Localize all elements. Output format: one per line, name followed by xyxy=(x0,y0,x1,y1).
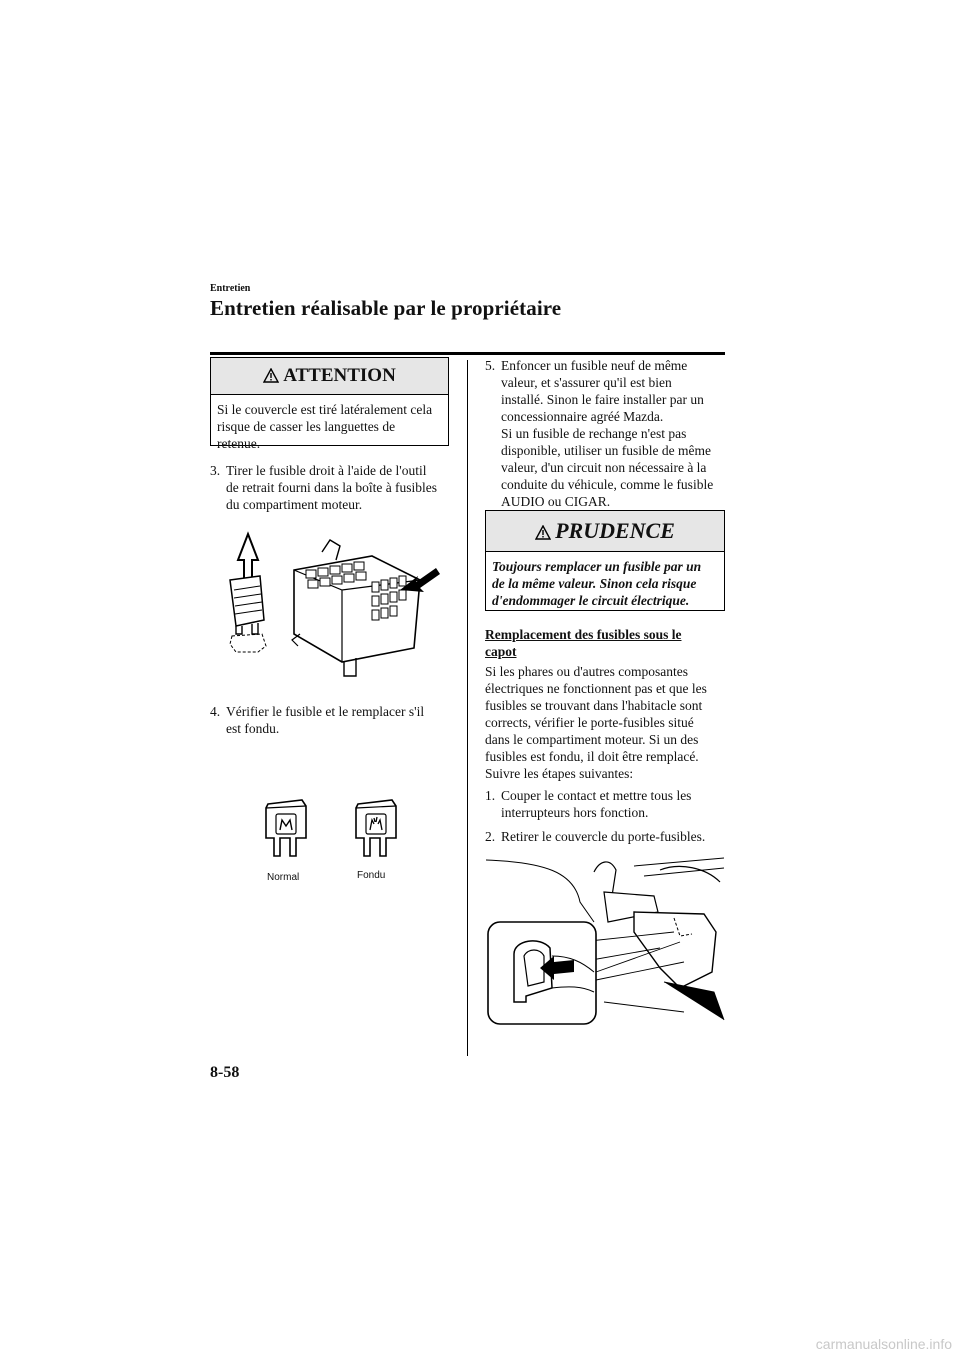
fuse-puller-illustration xyxy=(222,530,444,680)
hood-fuses-paragraph: Si les phares ou d'autres composantes électriques ne fonctionnent pas et que les fusibles se trouvant dans l'habitacle sont corrects, vérifier le porte-fusibles situé dans le compartiment moteur. Si un des fusibles est fondu, il doit être remplacé. Suivre les étapes suivantes: xyxy=(485,664,707,781)
header-rule xyxy=(210,352,725,355)
page-number: 8-58 xyxy=(210,1064,240,1081)
step-4: 4. Vérifier le fusible et le remplacer s'il est fondu. xyxy=(210,704,425,736)
attention-heading: ATTENTION xyxy=(211,358,448,395)
prudence-text: Toujours remplacer un fusible par un de la même valeur. Sinon cela risque d'endommager le circuit électrique. xyxy=(492,559,702,608)
watermark: carmanualsonline.info xyxy=(815,1336,952,1352)
prudence-box xyxy=(485,510,725,611)
engine-bay-illustration xyxy=(484,852,726,1028)
hood-step-2: 2. Retirer le couvercle du porte-fusibles. xyxy=(485,829,706,844)
step-5: 5. Enfoncer un fusible neuf de même valeur, et s'assurer qu'il est bien installé. Sinon le faire installer par un concessionnaire agréé Mazda. Si un fusible de rechange n'est pas disponible, utiliser un fusible de même valeur, d'un circuit non nécessaire à la conduite du véhicule, comme le fusible AUDIO ou CIGAR. xyxy=(485,358,714,509)
normal-fuse-caption: Normal xyxy=(267,872,300,883)
warning-icon xyxy=(535,513,551,553)
blown-fuse-illustration xyxy=(352,798,400,862)
section-label: Entretien xyxy=(210,283,251,294)
column-divider xyxy=(467,360,468,1056)
blown-fuse-caption: Fondu xyxy=(357,870,386,881)
normal-fuse-illustration xyxy=(262,798,310,862)
hood-step-1: 1. Couper le contact et mettre tous les interrupteurs hors fonction. xyxy=(485,788,692,820)
attention-text: Si le couvercle est tiré latéralement cela risque de casser les languettes de retenue. xyxy=(217,402,433,451)
page-title: Entretien réalisable par le propriétaire xyxy=(210,296,562,320)
attention-box xyxy=(210,357,449,451)
prudence-heading: PRUDENCE xyxy=(486,511,724,552)
step-3: 3. Tirer le fusible droit à l'aide de l'outil de retrait fourni dans la boîte à fusibles du compartiment moteur. xyxy=(210,463,438,512)
hood-fuses-heading: Remplacement des fusibles sous le capot xyxy=(485,627,682,659)
warning-icon xyxy=(263,360,279,396)
